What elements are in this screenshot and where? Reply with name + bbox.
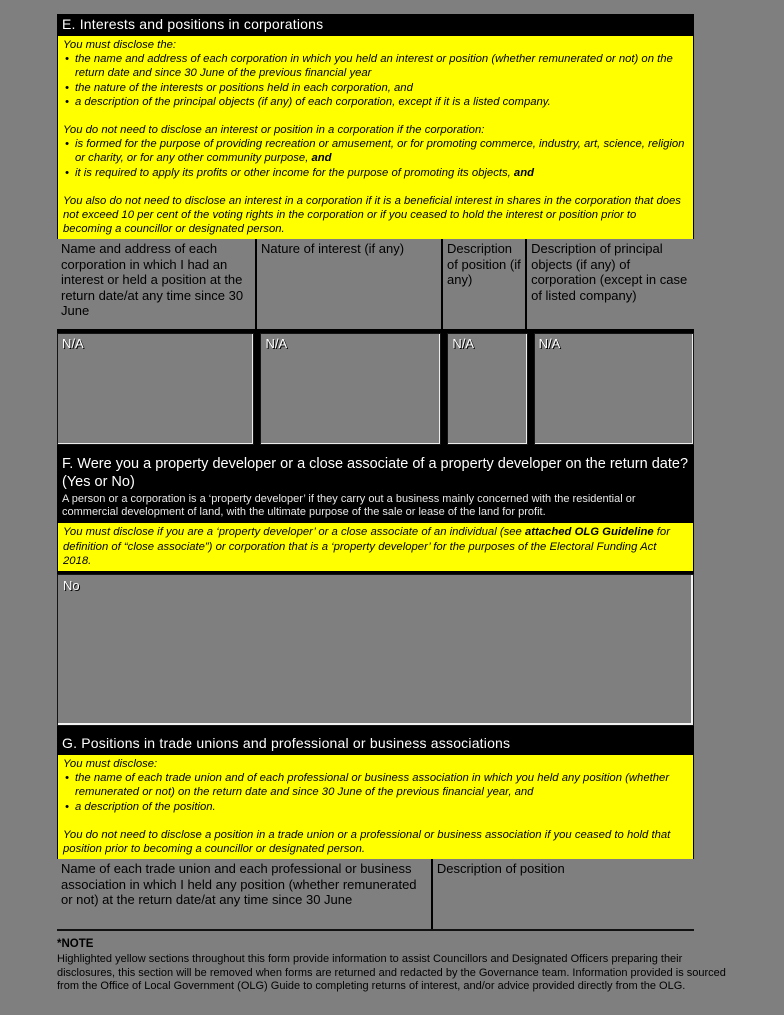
nature-of-interest-field[interactable]: N/A bbox=[260, 333, 441, 445]
guidance-paragraph: You do not need to disclose an interest or position in a corporation if the corporation: bbox=[63, 124, 485, 137]
guidance-bullet: • it is required to apply its profits or other income for the purpose of promoting its objects, and bbox=[63, 166, 687, 180]
footer-note-heading: *NOTE bbox=[57, 938, 94, 950]
trade-unions-table-header bbox=[57, 859, 694, 931]
guidance-bullet: • a description of the position. bbox=[63, 800, 687, 814]
guidance-paragraph: You must disclose the: bbox=[63, 39, 177, 51]
guidance-paragraph: You do not need to disclose a position in a trade union or a professional or business association if you ceased to hold that position prior to becoming a councillor or designated person. bbox=[63, 828, 671, 856]
guidance-bullet: • the name of each trade union and of each professional or business association in which you held any position (whether remunerated or not) on the return date and since 30 June of the previous financial year, and bbox=[63, 771, 687, 799]
spacer bbox=[63, 109, 687, 123]
spacer bbox=[63, 814, 687, 828]
corporation-name-field[interactable]: N/A bbox=[57, 333, 254, 445]
spacer bbox=[63, 180, 687, 194]
guidance-paragraph: You must disclose if you are a ‘property developer’ or a close associate of an individual (see attached OLG Guideline for definition of “close associate”) or corporation that is a ‘property developer’ for the purposes of the Electoral Funding Act 2018. bbox=[63, 526, 670, 567]
section-g-guidance bbox=[57, 755, 694, 859]
column-header-corporation-name: Name and address of each corporation in which I had an interest or held a position at the return date/at any time since 30 June bbox=[57, 239, 257, 329]
corporations-table-header bbox=[57, 239, 694, 332]
section-e-header: E. Interests and positions in corporations bbox=[57, 14, 694, 36]
disclosure-form bbox=[57, 14, 694, 931]
property-developer-answer-field[interactable]: No bbox=[57, 574, 694, 726]
description-of-position-field[interactable]: N/A bbox=[447, 333, 527, 445]
column-header-description-of-position: Description of position bbox=[436, 861, 565, 877]
guidance-bullet: • is formed for the purpose of providing recreation or amusement, or for promoting commerce, industry, art, science, religion or charity, or for any other community purpose, and bbox=[63, 137, 687, 165]
guidance-bullet: • the nature of the interests or positions held in each corporation, and bbox=[63, 81, 687, 95]
section-g-header: G. Positions in trade unions and professional or business associations bbox=[57, 733, 694, 755]
column-header-trade-union-name: Name of each trade union and each professional or business association in which I held any position (whether remunerated or not) at the return date/at any time since 30 June bbox=[57, 859, 433, 929]
section-f-definition: A person or a corporation is a ‘property developer’ if they carry out a business mainly concerned with the residential or commercial development of land, with the ultimate purpose of the sale or lease of the land for profit. bbox=[57, 492, 694, 523]
column-header-nature-of-interest: Nature of interest (if any) bbox=[257, 239, 443, 329]
section-e-guidance bbox=[57, 36, 694, 239]
section-f-header: F. Were you a property developer or a close associate of a property developer on the return date? (Yes or No) bbox=[57, 451, 694, 492]
guidance-bullet: • a description of the principal objects (if any) of each corporation, except if it is a listed company. bbox=[63, 95, 687, 109]
principal-objects-field[interactable]: N/A bbox=[534, 333, 694, 445]
footer-note bbox=[57, 938, 737, 994]
footer-note-text: Highlighted yellow sections throughout this form provide information to assist Councillors and Designated Officers preparing their disclosures, this section will be removed when forms are returned and redacted by the Governance team. Information provided is sourced from the Office of Local Government (OLG) Guide to completing returns of interest, and/or advice provided directly from the OLG. bbox=[57, 952, 726, 993]
corporations-table-row bbox=[57, 332, 694, 451]
guidance-paragraph: You must disclose: bbox=[63, 758, 158, 771]
column-header-principal-objects: Description of principal objects (if any) of corporation (except in case of listed company) bbox=[531, 241, 688, 303]
guidance-paragraph: You also do not need to disclose an interest in a corporation if it is a beneficial interest in shares in the corporation that does not exceed 10 per cent of the voting rights in the corporation or if you ceased to hold the interest or position prior to becoming a councillor or designated person. bbox=[63, 194, 681, 236]
guidance-bullet: • the name and address of each corporation in which you held an interest or position (whether remunerated or not) on the return date and since 30 June of the previous financial year bbox=[63, 52, 687, 80]
section-f-guidance bbox=[57, 523, 694, 571]
column-header-description-of-position: Description of position (if any) bbox=[443, 239, 527, 329]
